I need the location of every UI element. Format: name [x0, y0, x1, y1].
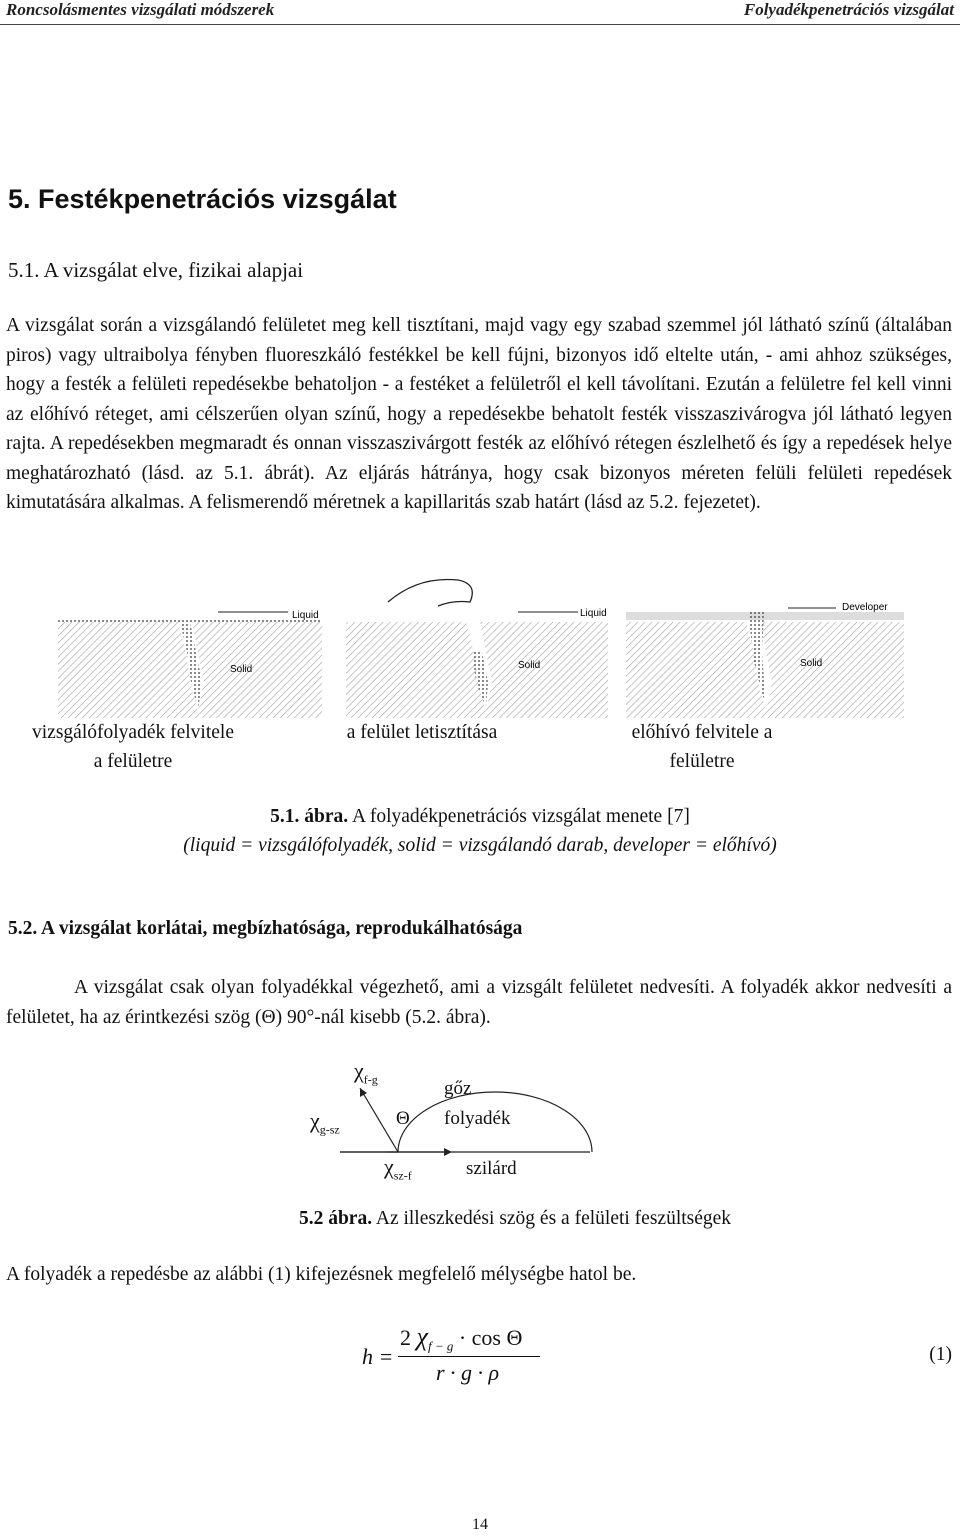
label-liquid-2: Liquid — [580, 608, 607, 619]
paragraph-principle: A vizsgálat során a vizsgálandó felületet meg kell tisztítani, majd vagy egy szabad szemmel jól látható színű (általában piros) vagy ultraibolya fényben fluoreszkáló festékkel be kell fújni, bizonyos idő eltelte után, - ami ahhoz szükséges, hogy a festék a felületi repedésekbe behatoljon - a festéket a felületről el kell távolítani. Ezután a felületre fel kell vinni az előhívó réteget, ami célszerűen olyan színű, hogy a repedésekbe behatolt festék visszaszivárogva jól látható legyen rajta. A repedésekben megmaradt és onnan visszaszivárgott festék az előhívó rétegen észlelhető és így a repedések helye meghatározható (lásd. az 5.1. ábrát). Az eljárás hátránya, hogy csak bizonyos méreten felüli felületi repedések kimutatására alkalmas. A felismerendő méretnek a kapillaritás szab határt (lásd az 5.2. fejezetet). — [6, 315, 952, 513]
panel-developer-applied — [626, 608, 904, 718]
running-header-left: Roncsolásmentes vizsgálati módszerek — [6, 0, 275, 19]
panel-liquid-applied — [58, 612, 322, 718]
running-header-right: Folyadékpenetrációs vizsgálat — [743, 0, 954, 19]
label-solid-1: Solid — [230, 664, 253, 675]
figure-5-2-title: Az illeszkedési szög és a felületi feszültségek — [372, 1208, 732, 1229]
panel-surface-cleaned — [346, 579, 608, 718]
figure-5-1-caption — [0, 806, 960, 828]
label-liquid-1: Liquid — [292, 610, 319, 621]
step-caption-2-line1: a felület letisztítása — [346, 722, 498, 743]
figure-5-1-title: A folyadékpenetrációs vizsgálat menete [7] — [348, 806, 690, 827]
figure-5-1-number: 5.1. ábra. — [270, 806, 349, 827]
figure-5-2-caption — [0, 1208, 960, 1230]
label-folyadek: folyadék — [444, 1108, 511, 1129]
label-solid-2: Solid — [518, 660, 541, 671]
label-chi-fg: $\chi_{f-g}$ — [354, 1058, 378, 1087]
step-caption-3 — [586, 718, 818, 776]
figure-5-1-note: (liquid = vizsgálófolyadék, solid = vizsgálandó darab, developer = előhívó) — [183, 835, 777, 856]
step-caption-1 — [2, 718, 264, 776]
chapter-title: 5. Festékpenetrációs vizsgálat — [8, 184, 397, 214]
step-caption-1-line1: vizsgálófolyadék felvitele — [32, 722, 234, 743]
label-developer: Developer — [842, 602, 888, 613]
step-caption-2 — [306, 718, 538, 747]
label-chi-szf: $\chi_{sz-f}$ — [384, 1154, 412, 1183]
step-caption-1-line2: a felületre — [93, 751, 173, 772]
fraction-bar — [398, 1356, 540, 1357]
header-rule — [0, 24, 960, 25]
label-solid-3: Solid — [800, 658, 823, 669]
arrow-f-g — [360, 1088, 398, 1152]
paragraph-depth: A folyadék a repedésbe az alábbi (1) kifejezésnek megfelelő mélységbe hatol be. — [6, 1264, 637, 1285]
figure-5-2-number: 5.2 ábra. — [298, 1208, 373, 1229]
figure-5-1-diagram — [58, 572, 904, 718]
equation-number: (1) — [929, 1344, 952, 1365]
label-chi-gsz: $\chi_{g-sz}$ — [310, 1108, 340, 1137]
equation-lhs: h = — [362, 1344, 394, 1369]
step-caption-3-line1: előhívó felvitele a — [631, 722, 773, 743]
label-theta: Θ — [396, 1108, 410, 1129]
label-szilard: szilárd — [466, 1158, 517, 1179]
page-number: 14 — [472, 1516, 488, 1533]
section-title-5-2: 5.2. A vizsgálat korlátai, megbízhatósága, reprodukálhatósága — [8, 918, 523, 939]
label-goz: gőz — [444, 1078, 472, 1099]
step-caption-3-line2: felületre — [669, 751, 735, 772]
paragraph-wetting: A vizsgálat csak olyan folyadékkal végezhető, ami a vizsgált felületet nedvesíti. A folyadék akkor nedvesíti a felületet, ha az érintkezési szög (Θ) 90°-nál kisebb (5.2. ábra). — [6, 977, 952, 1028]
section-title-5-1: 5.1. A vizsgálat elve, fizikai alapjai — [8, 258, 304, 282]
equation-denominator: r · g · ρ — [436, 1360, 500, 1385]
equation-numerator: 2 $\chi_{f - g} \cdot \cos \Theta$ — [400, 1322, 523, 1354]
